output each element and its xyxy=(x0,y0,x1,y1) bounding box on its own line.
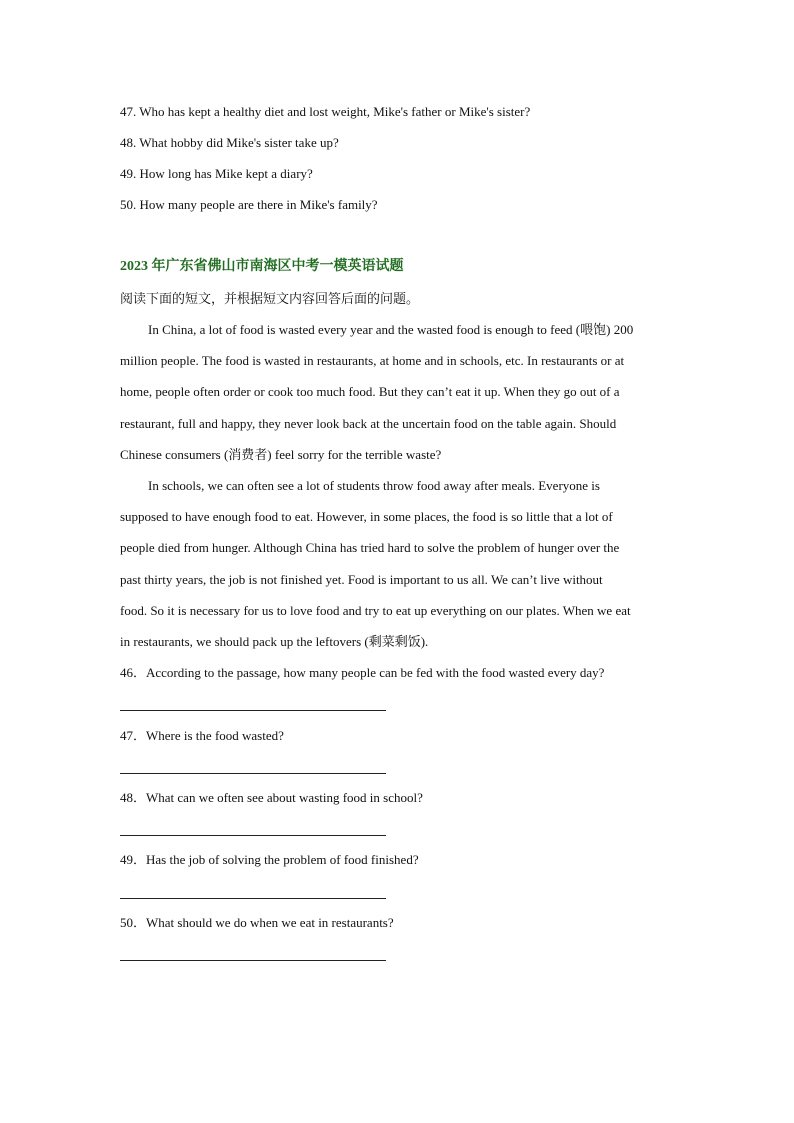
section-title: 2023 年广东省佛山市南海区中考一模英语试题 xyxy=(120,259,404,274)
passage-line: In schools, we can often see a lot of students throw food away after meals. Everyone is xyxy=(148,478,600,493)
question-47: 47．Where is the food wasted? xyxy=(120,728,284,743)
passage-line: people died from hunger. Although China has tried hard to solve the problem of hunger over the xyxy=(120,540,620,555)
passage-line: supposed to have enough food to eat. However, in some places, the food is so little that a lot of xyxy=(120,509,613,524)
question-46: 46．According to the passage, how many people can be fed with the food wasted every day? xyxy=(120,665,605,680)
passage-line: restaurant, full and happy, they never look back at the uncertain food on the table again. Should xyxy=(120,416,617,431)
passage-line: In China, a lot of food is wasted every year and the wasted food is enough to feed (喂饱) 200 xyxy=(148,322,634,337)
passage-line: home, people often order or cook too much food. But they can’t eat it up. When they go out of a xyxy=(120,384,620,399)
answer-line-50[interactable] xyxy=(120,960,386,961)
prev-question-49: 49. How long has Mike kept a diary? xyxy=(120,166,313,181)
passage-line: food. So it is necessary for us to love food and try to eat up everything on our plates. When we eat xyxy=(120,603,631,618)
question-49: 49．Has the job of solving the problem of food finished? xyxy=(120,852,419,867)
prev-question-47: 47. Who has kept a healthy diet and lost weight, Mike's father or Mike's sister? xyxy=(120,104,531,119)
passage-line: million people. The food is wasted in restaurants, at home and in schools, etc. In restaurants or at xyxy=(120,353,625,368)
answer-line-48[interactable] xyxy=(120,835,386,836)
prev-question-48: 48. What hobby did Mike's sister take up? xyxy=(120,135,339,150)
passage-line: past thirty years, the job is not finished yet. Food is important to us all. We can’t live without xyxy=(120,572,603,587)
question-48: 48．What can we often see about wasting food in school? xyxy=(120,790,423,805)
prev-question-50: 50. How many people are there in Mike's family? xyxy=(120,197,378,212)
answer-line-46[interactable] xyxy=(120,710,386,711)
question-50: 50．What should we do when we eat in restaurants? xyxy=(120,915,394,930)
passage-line: in restaurants, we should pack up the leftovers (剩菜剩饭). xyxy=(120,634,429,649)
answer-line-49[interactable] xyxy=(120,898,386,899)
section-instruction: 阅读下面的短文，并根据短文内容回答后面的问题。 xyxy=(120,291,420,306)
answer-line-47[interactable] xyxy=(120,773,386,774)
passage-line: Chinese consumers (消费者) feel sorry for the terrible waste? xyxy=(120,447,442,462)
